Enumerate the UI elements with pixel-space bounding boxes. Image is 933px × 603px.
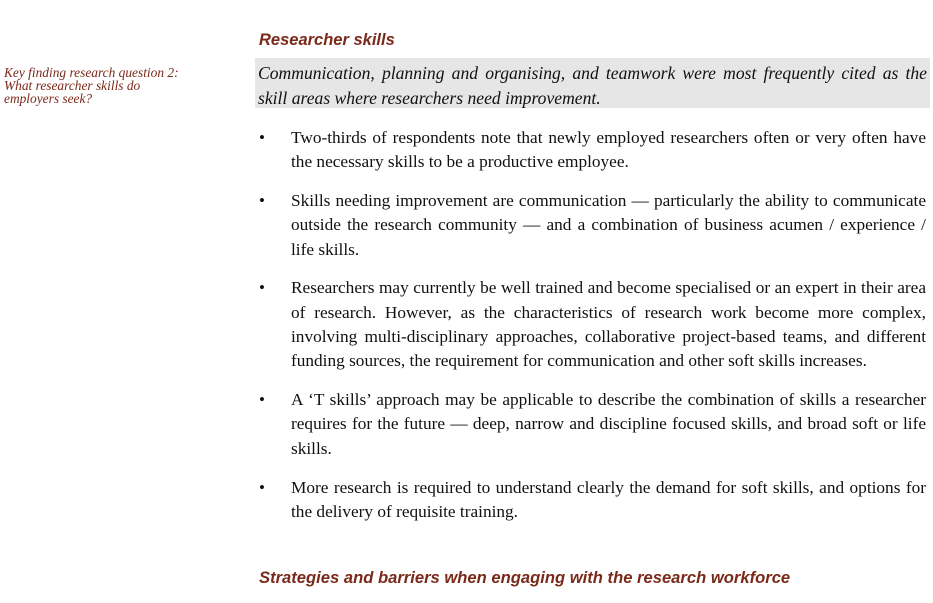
key-finding-box: Communication, planning and organising, and teamwork were most frequently cited as the skill areas where researchers need improvement. — [255, 58, 930, 108]
margin-note — [4, 66, 204, 105]
bullet-item — [259, 126, 926, 175]
margin-note-line: What researcher skills do — [4, 78, 141, 93]
bullet-text: Researchers may currently be well trained and become specialised or an expert in their area of research. However, as the characteristics of research work become more complex, involving multi-disciplinary approaches, collaborative project-based teams, and different funding sources, the requirement for communication and other soft skills increases. — [291, 278, 926, 371]
bullet-text: More research is required to understand clearly the demand for soft skills, and options for the delivery of requisite training. — [291, 477, 926, 521]
next-section-heading: Strategies and barriers when engaging with the research workforce — [259, 568, 791, 587]
bullet-text: A ‘T skills’ approach may be applicable to describe the combination of skills a researcher requires for the future — deep, narrow and discipline focused skills, and broad soft or life skills. — [291, 390, 926, 458]
section-heading: Researcher skills — [259, 31, 395, 49]
bullet-text: Two-thirds of respondents note that newly employed researchers often or very often have the necessary skills to be a productive employee. — [291, 128, 926, 172]
bullet-list — [259, 126, 926, 539]
bullet-item — [259, 388, 926, 461]
margin-note-line: Key finding research question 2: — [4, 65, 179, 80]
bullet-item — [259, 276, 926, 373]
bullet-item — [259, 189, 926, 262]
bullet-icon: • — [259, 191, 265, 211]
bullet-text: Skills needing improvement are communication — particularly the ability to communicate outside the research community — and a combination of business acumen / experience / life skills. — [291, 191, 926, 259]
margin-note-line: employers seek? — [4, 91, 93, 106]
bullet-icon: • — [259, 477, 265, 497]
bullet-icon: • — [259, 390, 265, 410]
bullet-icon: • — [259, 128, 265, 147]
bullet-item — [259, 476, 926, 525]
bullet-icon: • — [259, 278, 265, 298]
